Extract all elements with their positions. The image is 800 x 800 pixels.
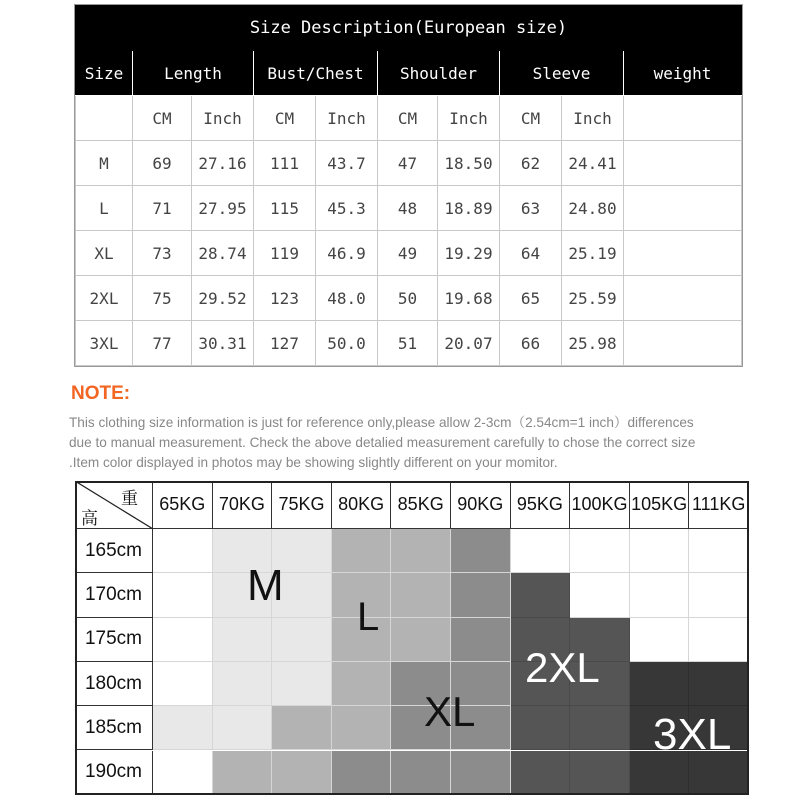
table-cell: 111: [254, 141, 316, 186]
table-cell: 48.0: [316, 276, 378, 321]
size-cell: [153, 706, 213, 750]
weight-header: 80KG: [332, 481, 392, 529]
table-cell: XL: [76, 231, 133, 276]
size-cell: [272, 618, 332, 662]
table-cell: 18.50: [438, 141, 500, 186]
table-cell: 27.95: [192, 186, 254, 231]
table-cell: 63: [500, 186, 562, 231]
table-cell: [624, 321, 742, 366]
size-cell: [689, 573, 749, 617]
size-region-label: XL: [424, 688, 476, 735]
size-cell: [451, 529, 511, 573]
weight-header: 90KG: [451, 481, 511, 529]
table-cell: 47: [378, 141, 438, 186]
header-shoulder: Shoulder: [378, 51, 500, 96]
size-cell: [689, 618, 749, 662]
table-cell: 64: [500, 231, 562, 276]
unit-cell: Inch: [192, 96, 254, 141]
table-row: [76, 141, 742, 186]
table-cell: 66: [500, 321, 562, 366]
size-cell: [213, 662, 273, 706]
header-size: Size: [76, 51, 133, 96]
note-title: NOTE:: [71, 383, 131, 404]
table-cell: 24.80: [562, 186, 624, 231]
size-cell: [570, 706, 630, 750]
unit-cell: [624, 96, 742, 141]
size-region-label: 2XL: [525, 644, 600, 691]
note-line: .Item color displayed in photos may be showing slightly different on your momitor.: [69, 455, 558, 470]
table-cell: [624, 231, 742, 276]
table-cell: 27.16: [192, 141, 254, 186]
table-cell: 65: [500, 276, 562, 321]
size-cell: [213, 706, 273, 750]
corner-weight-label: 重: [121, 489, 138, 509]
table-cell: 20.07: [438, 321, 500, 366]
table-cell: 48: [378, 186, 438, 231]
table-cell: 75: [133, 276, 192, 321]
size-cell: [272, 706, 332, 750]
size-cell: [570, 529, 630, 573]
size-cell: [451, 573, 511, 617]
weight-header: 100KG: [570, 481, 630, 529]
table-cell: [624, 186, 742, 231]
note-line: This clothing size information is just for reference only,please allow 2-3cm（2.54cm=1 inch）differences: [69, 415, 694, 430]
size-cell: [213, 618, 273, 662]
weight-header: 95KG: [511, 481, 571, 529]
weight-header: 70KG: [213, 481, 273, 529]
size-region-label: 3XL: [653, 710, 732, 759]
table-cell: 19.68: [438, 276, 500, 321]
size-cell: [391, 751, 451, 795]
table-cell: 69: [133, 141, 192, 186]
size-cell: [272, 662, 332, 706]
table-cell: L: [76, 186, 133, 231]
size-cell: [332, 751, 392, 795]
table-cell: 71: [133, 186, 192, 231]
size-cell: [511, 751, 571, 795]
unit-cell: CM: [500, 96, 562, 141]
size-cell: [153, 618, 213, 662]
size-cell: [451, 751, 511, 795]
size-cell: [332, 706, 392, 750]
table-cell: 2XL: [76, 276, 133, 321]
size-cell: [213, 751, 273, 795]
unit-row: [76, 96, 742, 141]
weight-header: 105KG: [630, 481, 690, 529]
unit-cell: CM: [133, 96, 192, 141]
size-cell: [391, 618, 451, 662]
table-cell: 123: [254, 276, 316, 321]
table-cell: [624, 276, 742, 321]
weight-header: 75KG: [272, 481, 332, 529]
weight-header: 65KG: [153, 481, 213, 529]
weight-header: 85KG: [391, 481, 451, 529]
size-cell: [153, 529, 213, 573]
table-cell: 77: [133, 321, 192, 366]
size-cell: [511, 529, 571, 573]
table-cell: 73: [133, 231, 192, 276]
unit-cell: Inch: [316, 96, 378, 141]
table-cell: 46.9: [316, 231, 378, 276]
note-text: [69, 413, 759, 473]
size-cell: [153, 751, 213, 795]
table-cell: 28.74: [192, 231, 254, 276]
unit-cell: Inch: [562, 96, 624, 141]
weight-height-size-chart: [75, 481, 749, 795]
chart-corner-header: [75, 481, 153, 529]
table-row: [76, 276, 742, 321]
unit-cell: CM: [254, 96, 316, 141]
table-cell: 127: [254, 321, 316, 366]
table-cell: 115: [254, 186, 316, 231]
table-cell: 19.29: [438, 231, 500, 276]
size-cell: [689, 529, 749, 573]
height-label: 185cm: [75, 706, 153, 750]
table-cell: [624, 141, 742, 186]
unit-cell: [76, 96, 133, 141]
height-label: 190cm: [75, 751, 153, 795]
weight-header: 111KG: [689, 481, 749, 529]
table-cell: M: [76, 141, 133, 186]
table-row: [76, 231, 742, 276]
header-length: Length: [133, 51, 254, 96]
table-cell: 119: [254, 231, 316, 276]
unit-cell: Inch: [438, 96, 500, 141]
size-cell: [451, 618, 511, 662]
size-description-table: [75, 5, 742, 366]
size-cell: [689, 662, 749, 706]
size-cell: [153, 662, 213, 706]
height-label: 170cm: [75, 573, 153, 617]
table-cell: 43.7: [316, 141, 378, 186]
table-cell: 25.59: [562, 276, 624, 321]
table-row: [76, 321, 742, 366]
table-cell: 50: [378, 276, 438, 321]
corner-height-label: 高: [81, 509, 98, 529]
table-cell: 51: [378, 321, 438, 366]
size-cell: [391, 529, 451, 573]
table-cell: 3XL: [76, 321, 133, 366]
height-label: 175cm: [75, 618, 153, 662]
height-label: 165cm: [75, 529, 153, 573]
size-cell: [511, 706, 571, 750]
header-sleeve: Sleeve: [500, 51, 624, 96]
table-cell: 45.3: [316, 186, 378, 231]
size-cell: [630, 618, 690, 662]
size-cell: [570, 573, 630, 617]
size-region-label: L: [357, 595, 380, 639]
table-cell: 49: [378, 231, 438, 276]
table-cell: 18.89: [438, 186, 500, 231]
size-cell: [272, 751, 332, 795]
size-cell: [630, 573, 690, 617]
size-cell: [630, 662, 690, 706]
table-cell: 62: [500, 141, 562, 186]
size-table-title: Size Description(European size): [76, 6, 742, 51]
height-label: 180cm: [75, 662, 153, 706]
size-cell: [332, 529, 392, 573]
size-cell: [570, 751, 630, 795]
table-cell: 29.52: [192, 276, 254, 321]
size-region-label: M: [247, 561, 284, 610]
header-bust-chest: Bust/Chest: [254, 51, 378, 96]
table-cell: 25.98: [562, 321, 624, 366]
table-cell: 25.19: [562, 231, 624, 276]
size-cell: [153, 573, 213, 617]
size-cell: [511, 573, 571, 617]
table-row: [76, 186, 742, 231]
size-cell: [332, 662, 392, 706]
unit-cell: CM: [378, 96, 438, 141]
note-line: due to manual measurement. Check the above detalied measurement carefully to chose the correct size: [69, 435, 696, 450]
table-cell: 30.31: [192, 321, 254, 366]
table-cell: 50.0: [316, 321, 378, 366]
table-cell: 24.41: [562, 141, 624, 186]
size-cell: [391, 573, 451, 617]
size-cell: [630, 529, 690, 573]
header-weight: weight: [624, 51, 742, 96]
